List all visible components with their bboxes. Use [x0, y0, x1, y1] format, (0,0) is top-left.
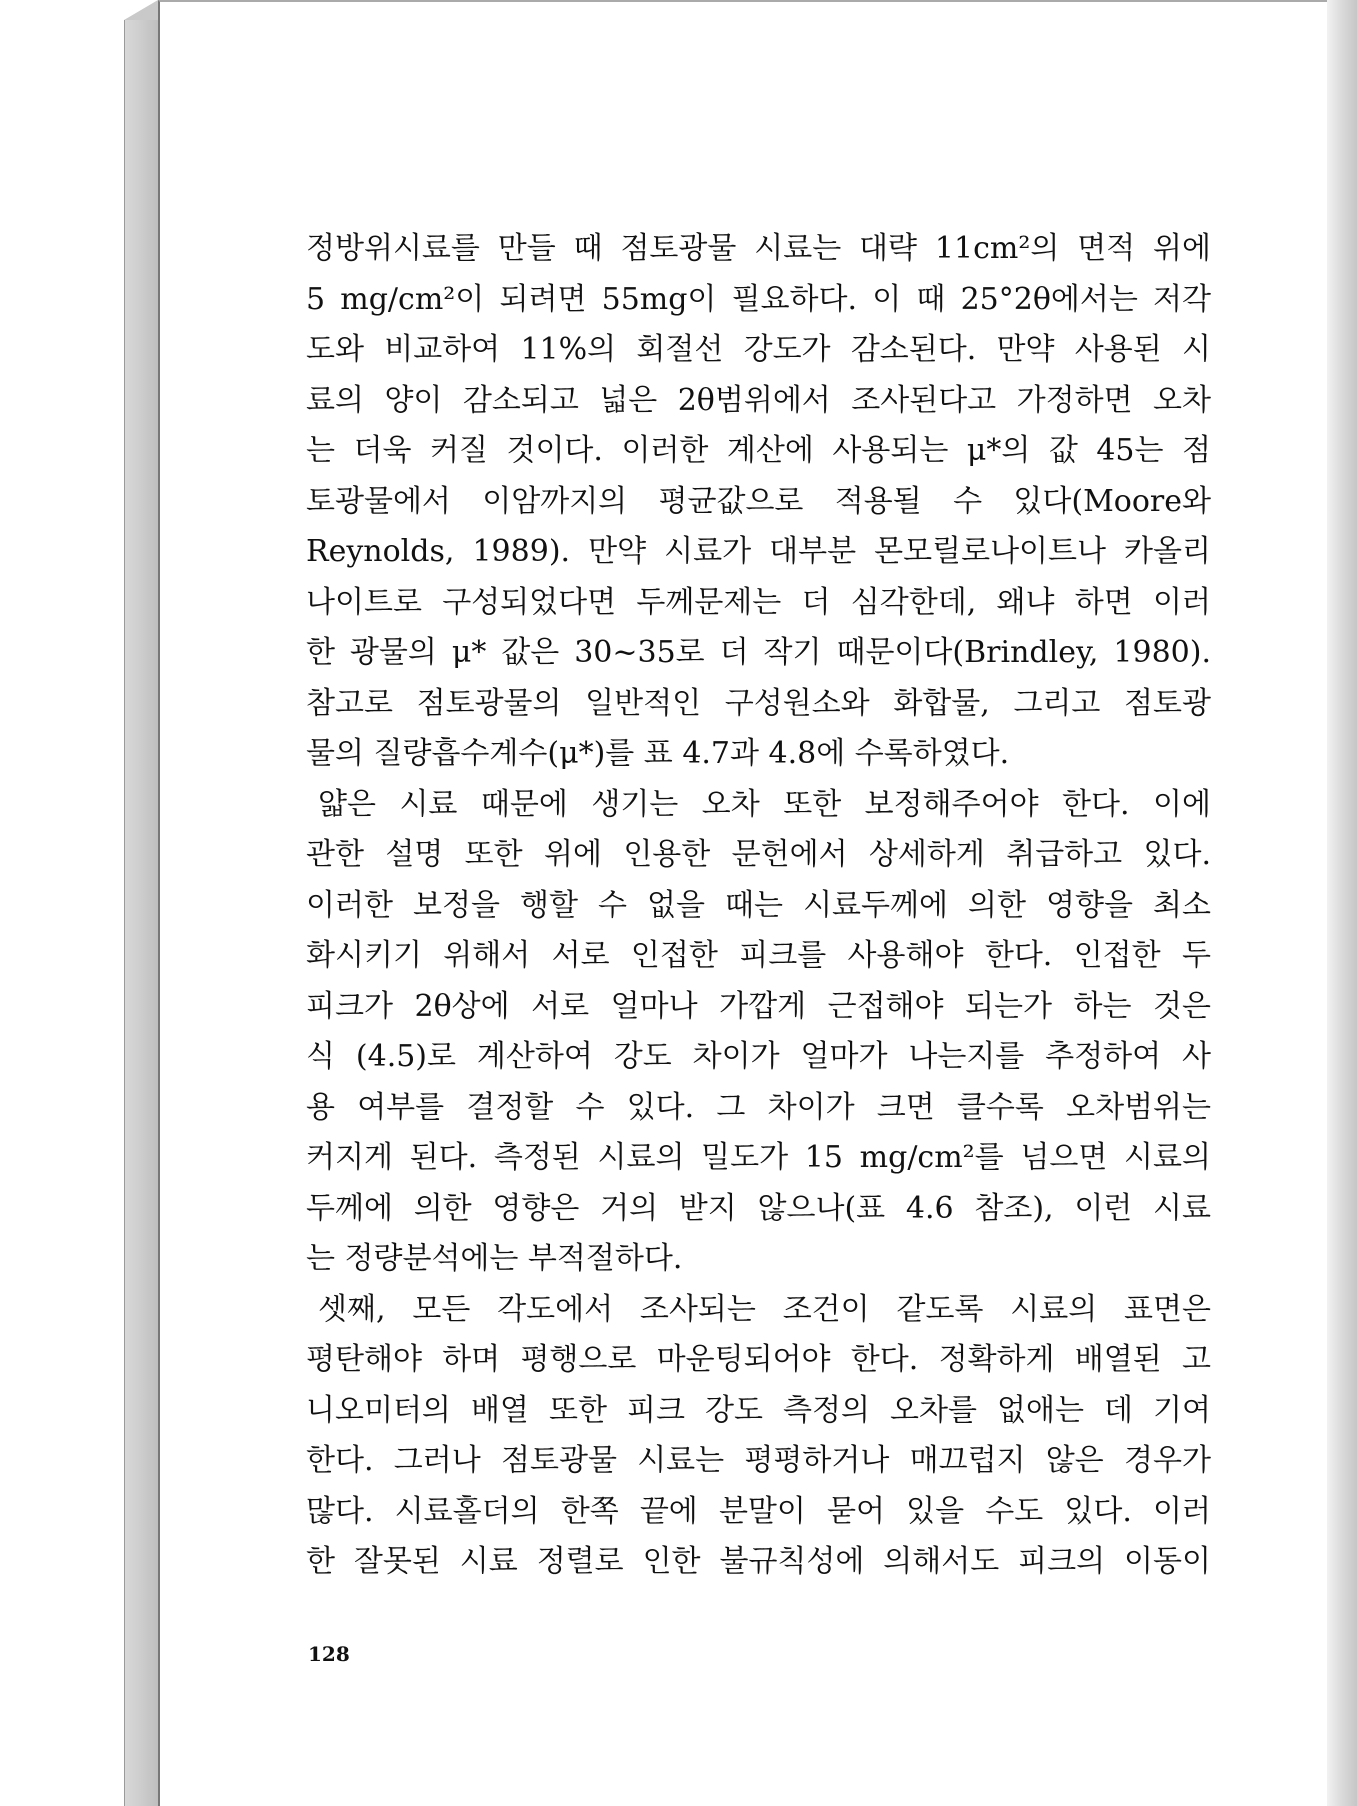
text-line: 이러한 보정을 행할 수 없을 때는 시료두께에 의한 영향을 최소 — [306, 887, 1211, 923]
body-text — [306, 224, 1211, 1588]
text-line: 도와 비교하여 11%의 회절선 강도가 감소된다. 만약 사용된 시 — [306, 332, 1211, 367]
text-line: 토광물에서 이암까지의 평균값으로 적용될 수 있다(Moore와 — [306, 483, 1211, 519]
text-line: 커지게 된다. 측정된 시료의 밀도가 15 mg/cm²를 넘으면 시료의 — [306, 1140, 1211, 1175]
text-line: 두께에 의한 영향은 거의 받지 않으나(표 4.6 참조), 이런 시료 — [306, 1190, 1211, 1226]
text-line: 화시키기 위해서 서로 인접한 피크를 사용해야 한다. 인접한 두 — [306, 938, 1211, 973]
text-line: 는 정량분석에는 부적절하다. — [306, 1241, 683, 1276]
text-line: 셋째, 모든 각도에서 조사되는 조건이 같도록 시료의 표면은 — [318, 1291, 1211, 1327]
text-line: 한 잘못된 시료 정렬로 인한 불규칙성에 의해서도 피크의 이동이 — [306, 1544, 1211, 1579]
page-number: 128 — [308, 1642, 350, 1666]
text-line: 는 더욱 커질 것이다. 이러한 계산에 사용되는 μ*의 값 45는 점 — [306, 433, 1211, 468]
text-line: 참고로 점토광물의 일반적인 구성원소와 화합물, 그리고 점토광 — [306, 685, 1211, 721]
text-line: 정방위시료를 만들 때 점토광물 시료는 대략 11cm²의 면적 위에 — [306, 231, 1211, 266]
text-line: Reynolds, 1989). 만약 시료가 대부분 몬모릴로나이트나 카올리 — [306, 534, 1211, 569]
book-page — [158, 0, 1327, 1806]
text-line: 5 mg/cm²이 되려면 55mg이 필요하다. 이 때 25°2θ에서는 저각 — [306, 281, 1211, 317]
text-line: 평탄해야 하며 평행으로 마운팅되어야 한다. 정확하게 배열된 고 — [306, 1342, 1211, 1377]
text-line: 얇은 시료 때문에 생기는 오차 또한 보정해주어야 한다. 이에 — [318, 786, 1211, 822]
book-top-bevel — [124, 0, 158, 20]
text-line: 한다. 그러나 점토광물 시료는 평평하거나 매끄럽지 않은 경우가 — [306, 1443, 1211, 1478]
text-line: 관한 설명 또한 위에 인용한 문헌에서 상세하게 취급하고 있다. — [306, 837, 1211, 872]
text-line: 한 광물의 μ* 값은 30~35로 더 작기 때문이다(Brindley, 1980). — [306, 635, 1211, 670]
text-line: 식 (4.5)로 계산하여 강도 차이가 얼마가 나는지를 추정하여 사 — [306, 1039, 1211, 1074]
text-line: 피크가 2θ상에 서로 얼마나 가깝게 근접해야 되는가 하는 것은 — [306, 988, 1211, 1024]
book-spine — [124, 20, 159, 1806]
book-page-edge — [1326, 0, 1357, 1806]
text-line: 니오미터의 배열 또한 피크 강도 측정의 오차를 없애는 데 기여 — [306, 1392, 1211, 1428]
text-line: 많다. 시료홀더의 한쪽 끝에 분말이 묻어 있을 수도 있다. 이러 — [306, 1493, 1211, 1529]
text-line: 료의 양이 감소되고 넓은 2θ범위에서 조사된다고 가정하면 오차 — [306, 382, 1211, 418]
text-line: 용 여부를 결정할 수 있다. 그 차이가 크면 클수록 오차범위는 — [306, 1089, 1211, 1125]
text-line: 물의 질량흡수계수(μ*)를 표 4.7과 4.8에 수록하였다. — [306, 736, 1010, 771]
text-line: 나이트로 구성되었다면 두께문제는 더 심각한데, 왜냐 하면 이러 — [306, 584, 1211, 620]
